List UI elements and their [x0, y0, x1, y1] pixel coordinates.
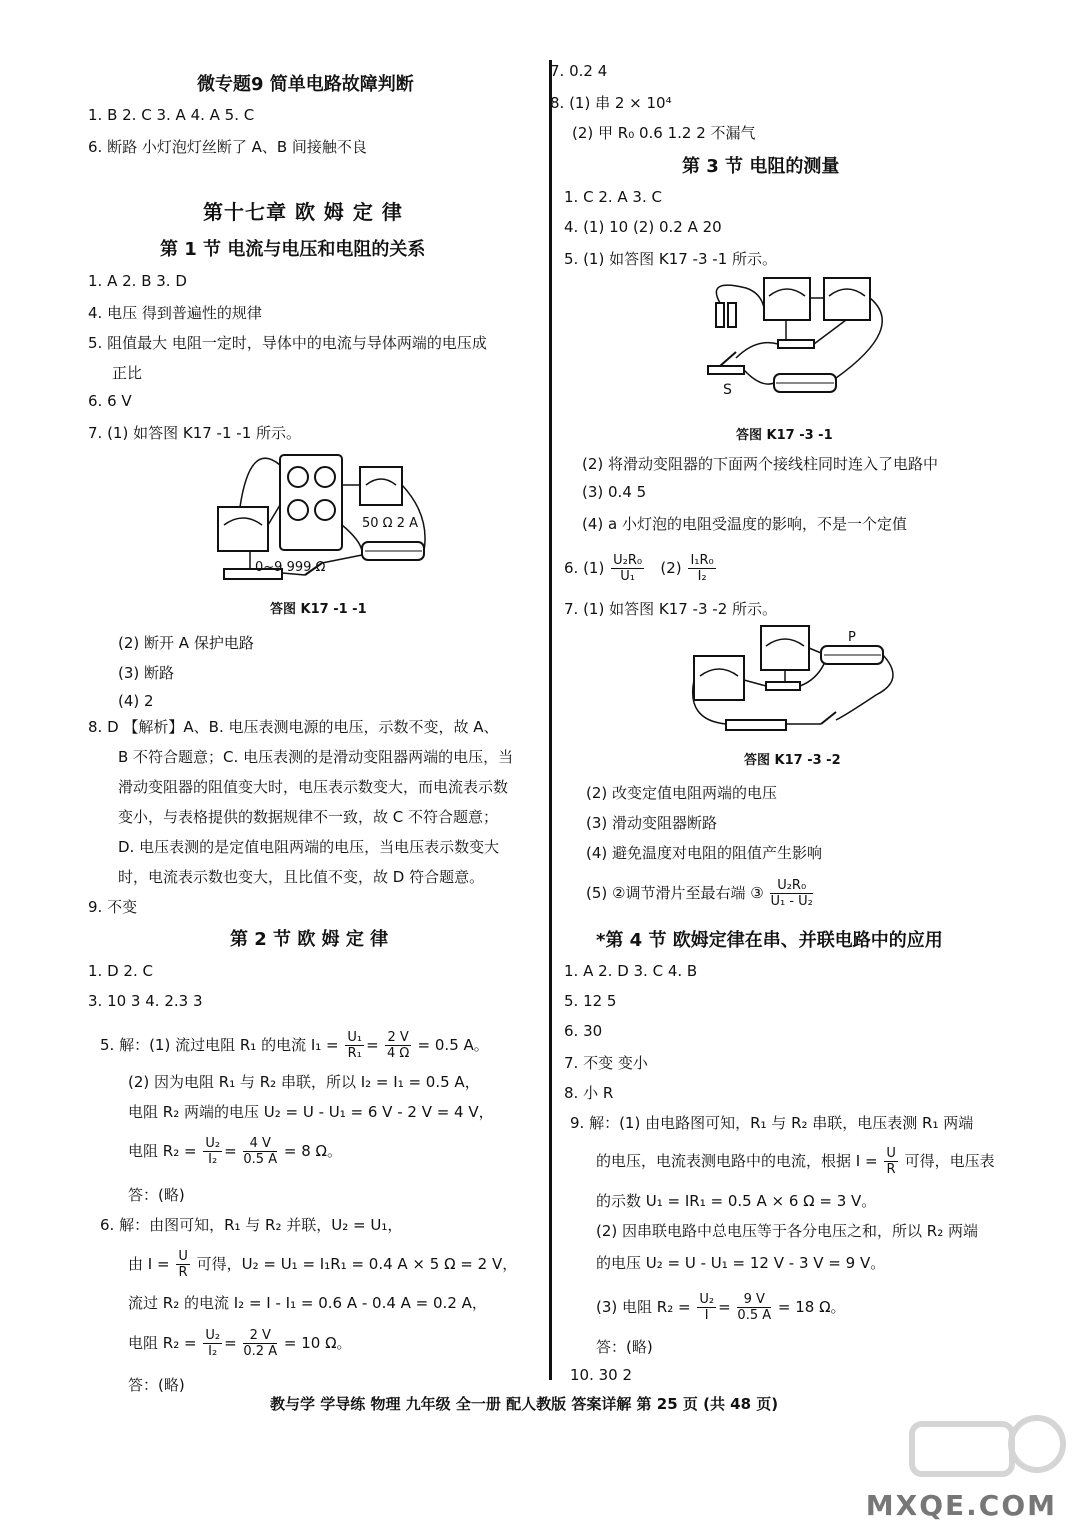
answer-line: 8. (1) 串 2 × 10⁴ — [550, 94, 672, 112]
answer-line: 1. D 2. C — [88, 962, 153, 980]
watermark-text: MXQE.COM — [865, 1489, 1057, 1522]
chapter-title: 第十七章 欧 姆 定 律 — [203, 200, 403, 224]
figure-caption: 答图 K17 -3 -1 — [736, 428, 833, 443]
answer-line: 变小，与表格提供的数据规律不一致，故 C 不符合题意； — [118, 808, 499, 826]
answer-line: 9. 不变 — [88, 898, 138, 916]
figure-label: S — [723, 382, 732, 398]
section4-title: *第 4 节 欧姆定律在串、并联电路中的应用 — [596, 930, 943, 951]
answer-line: 流过 R₂ 的电流 I₂ = I - I₁ = 0.6 A - 0.4 A = 0.2 A， — [128, 1294, 487, 1312]
answer-line: D. 电压表测的是定值电阻两端的电压，当电压表示数变大 — [118, 838, 500, 856]
answer-line: 答：(略) — [128, 1376, 185, 1394]
answer-line: 1. C 2. A 3. C — [564, 188, 662, 206]
answer-line: (3) 电阻 R₂ = $\frac{\text{U₂}}{I}$ = $\frac{9 V}{0.5 A}$ = 18 Ω。 — [596, 1292, 846, 1323]
answer-line: 3. 10 3 4. 2.3 3 — [88, 992, 203, 1010]
answer-line: 滑动变阻器的阻值变大时，电压表示数变大，而电流表示数 — [118, 778, 509, 796]
answer-line: (3) 断路 — [118, 664, 175, 682]
column-divider — [549, 60, 552, 1380]
answer-line: (2) 改变定值电阻两端的电压 — [586, 784, 778, 802]
answer-line: 7. 0.2 4 — [550, 62, 608, 80]
answer-line: 答：(略) — [596, 1338, 653, 1356]
answer-line: 时，电流表示数也变大，且比值不变，故 D 符合题意。 — [118, 868, 485, 886]
answer-line: (2) 甲 R₀ 0.6 1.2 2 不漏气 — [572, 124, 756, 142]
fraction: $\frac{U}{R}$ — [886, 1146, 896, 1177]
section2-title: 第 2 节 欧 姆 定 律 — [230, 929, 389, 950]
answer-line: 1. A 2. D 3. C 4. B — [564, 962, 698, 980]
fraction: $\frac{2 V}{4 \Omega}$ — [386, 1030, 410, 1061]
answer-line: 6. 断路 小灯泡灯丝断了 A、B 间接触不良 — [88, 138, 367, 156]
answer-line: 7. (1) 如答图 K17 -3 -2 所示。 — [564, 600, 778, 618]
answer-line: 的示数 U₁ = IR₁ = 0.5 A × 6 Ω = 3 V。 — [596, 1192, 877, 1210]
circuit-figure-k17-3-1 — [706, 268, 916, 413]
figure-label: 0~9 999 Ω — [255, 560, 326, 575]
section1-title: 第 1 节 电流与电压和电阻的关系 — [160, 239, 426, 260]
answer-line: 7. 不变 变小 — [564, 1054, 648, 1072]
answer-line: B 不符合题意；C. 电压表测的是滑动变阻器两端的电压，当 — [118, 748, 514, 766]
fraction: $\frac{\text{U₂}}{\text{I₂}}$ — [205, 1328, 221, 1359]
fraction: $\frac{2 V}{0.2 A}$ — [243, 1328, 278, 1359]
answer-line: 1. A 2. B 3. D — [88, 272, 187, 290]
answer-line: 的电压 U₂ = U - U₁ = 12 V - 3 V = 9 V。 — [596, 1254, 886, 1272]
answer-line: (2) 因串联电路中总电压等于各分电压之和，所以 R₂ 两端 — [596, 1222, 978, 1240]
answer-line: (2) 将滑动变阻器的下面两个接线柱同时连入了电路中 — [582, 455, 939, 473]
answer-line: 4. 电压 得到普遍性的规律 — [88, 304, 262, 322]
answer-line: 电阻 R₂ = $\frac{\text{U₂}}{\text{I₂}}$ = $\frac{2 V}{0.2 A}$ = 10 Ω。 — [128, 1328, 352, 1359]
answer-line: (3) 0.4 5 — [582, 483, 647, 501]
fraction: $\frac{4 V}{0.5 A}$ — [243, 1136, 278, 1167]
answer-line: 答：(略) — [128, 1186, 185, 1204]
figure-label: 50 Ω 2 A — [362, 516, 419, 531]
answer-line: 5. (1) 如答图 K17 -3 -1 所示。 — [564, 250, 778, 268]
answer-line: 6. 解：由图可知，R₁ 与 R₂ 并联，U₂ = U₁， — [100, 1216, 403, 1234]
section3-title: 第 3 节 电阻的测量 — [682, 156, 840, 177]
figure-label: P — [848, 630, 856, 645]
answer-line: 4. (1) 10 (2) 0.2 A 20 — [564, 218, 722, 236]
fraction: $\frac{\text{U₂R₀}}{\text{U₁ - U₂}}$ — [770, 878, 813, 909]
fraction: $\frac{\text{U₁}}{\text{R₁}}$ — [347, 1030, 363, 1061]
answer-line: (4) a 小灯泡的电阻受温度的影响，不是一个定值 — [582, 515, 907, 533]
answer-line: 10. 30 2 — [570, 1366, 633, 1384]
answer-line: (4) 2 — [118, 692, 154, 710]
answer-line: 8. 小 R — [564, 1084, 614, 1102]
answer-line: 6. 30 — [564, 1022, 603, 1040]
answer-line: 1. B 2. C 3. A 4. A 5. C — [88, 106, 255, 124]
page-footer: 教与学 学导练 物理 九年级 全一册 配人教版 答案详解 第 25 页 (共 48 页) — [270, 1395, 779, 1413]
answer-line: 8. D 【解析】A、B. 电压表测电源的电压，示数不变，故 A、 — [88, 718, 499, 736]
circuit-figure-k17-3-2 — [686, 620, 911, 740]
answer-line: 的电压，电流表测电路中的电流，根据 I = $\frac{U}{R}$ 可得，电压表 — [596, 1146, 995, 1177]
answer-line: 7. (1) 如答图 K17 -1 -1 所示。 — [88, 424, 302, 442]
answer-line: 由 I = $\frac{U}{R}$ 可得，U₂ = U₁ = I₁R₁ = 0.4 A × 5 Ω = 2 V， — [128, 1249, 518, 1280]
answer-line: 6. 6 V — [88, 392, 132, 410]
fraction: $\frac{\text{I₁R₀}}{\text{I₂}}$ — [690, 553, 714, 584]
fraction: $\frac{\text{U₂R₀}}{\text{U₁}}$ — [613, 553, 643, 584]
answer-line: 电阻 R₂ 两端的电压 U₂ = U - U₁ = 6 V - 2 V = 4 V， — [128, 1103, 494, 1121]
figure-caption: 答图 K17 -1 -1 — [270, 602, 367, 617]
answer-line: 电阻 R₂ = $\frac{\text{U₂}}{\text{I₂}}$ = $\frac{4 V}{0.5 A}$ = 8 Ω。 — [128, 1136, 343, 1167]
figure-caption: 答图 K17 -3 -2 — [744, 753, 841, 768]
answer-line: 正比 — [112, 364, 143, 382]
answer-line: 5. 解：(1) 流过电阻 R₁ 的电流 I₁ = $\frac{\text{U₁}}{\text{R₁}}$ = $\frac{2 V}{4 \Omega}$ = 0.5 A。 — [100, 1030, 489, 1061]
answer-line: (2) 因为电阻 R₁ 与 R₂ 串联，所以 I₂ = I₁ = 0.5 A， — [128, 1073, 480, 1091]
answer-line: 5. 12 5 — [564, 992, 617, 1010]
fraction: $\frac{\text{U₂}}{\text{I₂}}$ — [205, 1136, 221, 1167]
answer-line: 9. 解：(1) 由电路图可知，R₁ 与 R₂ 串联，电压表测 R₁ 两端 — [570, 1114, 974, 1132]
answer-line: (5) ②调节滑片至最右端 ③ $\frac{\text{U₂R₀}}{\text{U₁ - U₂}}$ — [586, 878, 813, 909]
answer-line: 6. (1) $\frac{\text{U₂R₀}}{\text{U₁}}$ (2) $\frac{\text{I₁R₀}}{\text{I₂}}$ — [564, 553, 714, 584]
topic9-title: 微专题9 简单电路故障判断 — [197, 74, 414, 95]
fraction: $\frac{9 V}{0.5 A}$ — [737, 1292, 772, 1323]
answer-line: (3) 滑动变阻器断路 — [586, 814, 718, 832]
answer-line: 5. 阻值最大 电阻一定时，导体中的电流与导体两端的电压成 — [88, 334, 487, 352]
answer-line: (2) 断开 A 保护电路 — [118, 634, 254, 652]
answer-line: (4) 避免温度对电阻的阻值产生影响 — [586, 844, 823, 862]
fraction: $\frac{\text{U₂}}{I}$ — [699, 1292, 715, 1323]
fraction: $\frac{U}{R}$ — [178, 1249, 188, 1280]
